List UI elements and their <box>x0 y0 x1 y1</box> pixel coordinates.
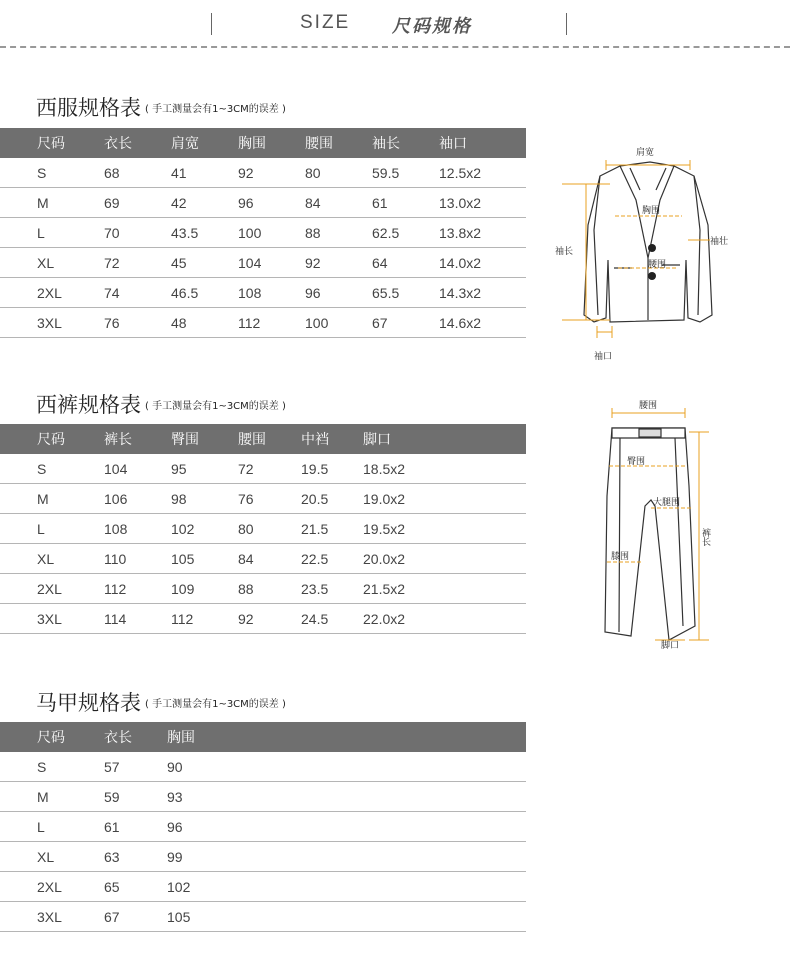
column-header: 袖口 <box>439 128 526 158</box>
column-header: 尺码 <box>0 128 104 158</box>
table-cell: 95 <box>171 454 238 484</box>
jacket-label-bicep: 袖壮 <box>710 237 729 247</box>
table-row <box>0 544 526 574</box>
table-row <box>0 752 526 782</box>
table-cell: 46.5 <box>171 278 238 308</box>
table-cell: 18.5x2 <box>363 454 526 484</box>
table-cell: M <box>0 188 104 218</box>
table-cell: L <box>0 218 104 248</box>
table-cell: 19.0x2 <box>363 484 526 514</box>
column-header: 胸围 <box>167 722 526 752</box>
vest-section-title <box>36 687 286 717</box>
table-cell: 102 <box>167 872 526 902</box>
table-cell: 48 <box>171 308 238 338</box>
table-cell: 76 <box>104 308 171 338</box>
suit-section-title <box>36 92 286 122</box>
pants-label-knee: 膝围 <box>611 552 630 562</box>
suit-size-table <box>0 128 526 338</box>
column-header: 胸围 <box>238 128 305 158</box>
table-cell: 12.5x2 <box>439 158 526 188</box>
table-cell: 19.5 <box>301 454 363 484</box>
table-row <box>0 842 526 872</box>
table-row <box>0 574 526 604</box>
table-cell: 42 <box>171 188 238 218</box>
table-cell: 106 <box>104 484 171 514</box>
table-cell: 65.5 <box>372 278 439 308</box>
table-cell: 76 <box>238 484 301 514</box>
vest-size-table <box>0 722 526 932</box>
table-cell: 20.0x2 <box>363 544 526 574</box>
table-cell: 92 <box>305 248 372 278</box>
table-cell: XL <box>0 248 104 278</box>
table-row <box>0 604 526 634</box>
table-cell: 84 <box>238 544 301 574</box>
table-cell: 70 <box>104 218 171 248</box>
column-header: 裤长 <box>104 424 171 454</box>
table-cell: 2XL <box>0 574 104 604</box>
table-cell: 96 <box>167 812 526 842</box>
table-cell: 21.5 <box>301 514 363 544</box>
pants-label-length: 裤长 <box>700 528 710 546</box>
table-cell: 92 <box>238 604 301 634</box>
table-cell: 61 <box>372 188 439 218</box>
table-row <box>0 902 526 932</box>
column-header: 肩宽 <box>171 128 238 158</box>
table-cell: 45 <box>171 248 238 278</box>
header-title-cn: 尺码规格 <box>392 16 472 37</box>
table-cell: S <box>0 752 104 782</box>
table-cell: 13.8x2 <box>439 218 526 248</box>
column-header: 脚口 <box>363 424 526 454</box>
table-cell: 98 <box>171 484 238 514</box>
pants-label-hem: 脚口 <box>661 641 680 651</box>
jacket-label-sleeve-length: 袖长 <box>555 247 574 257</box>
table-header-row <box>0 128 526 158</box>
table-row <box>0 218 526 248</box>
table-cell: 74 <box>104 278 171 308</box>
table-cell: 43.5 <box>171 218 238 248</box>
table-cell: M <box>0 484 104 514</box>
table-cell: 100 <box>305 308 372 338</box>
table-row <box>0 812 526 842</box>
pants-illustration <box>595 396 725 654</box>
table-row <box>0 782 526 812</box>
table-cell: L <box>0 514 104 544</box>
page-header <box>0 0 790 46</box>
table-cell: 67 <box>104 902 167 932</box>
table-cell: 3XL <box>0 902 104 932</box>
table-cell: 104 <box>104 454 171 484</box>
pants-size-table <box>0 424 526 634</box>
table-row <box>0 248 526 278</box>
table-cell: 2XL <box>0 872 104 902</box>
table-row <box>0 308 526 338</box>
table-cell: 2XL <box>0 278 104 308</box>
jacket-measurement-diagram <box>550 140 740 365</box>
table-cell: XL <box>0 544 104 574</box>
pants-note: ( 手工测量会有1~3CM的误差 ) <box>145 401 286 412</box>
jacket-label-shoulder: 肩宽 <box>636 148 655 158</box>
table-cell: 88 <box>238 574 301 604</box>
column-header: 中裆 <box>301 424 363 454</box>
table-cell: 92 <box>238 158 305 188</box>
table-cell: 105 <box>171 544 238 574</box>
table-cell: 64 <box>372 248 439 278</box>
column-header: 尺码 <box>0 722 104 752</box>
column-header: 腰围 <box>238 424 301 454</box>
pants-measurement-diagram <box>595 396 725 654</box>
table-row <box>0 158 526 188</box>
table-cell: 105 <box>167 902 526 932</box>
table-cell: 3XL <box>0 604 104 634</box>
pants-label-thigh: 大腿围 <box>653 498 681 508</box>
pants-title: 西裤规格表 <box>36 393 141 417</box>
table-cell: 65 <box>104 872 167 902</box>
table-cell: 96 <box>238 188 305 218</box>
table-cell: 100 <box>238 218 305 248</box>
table-cell: 20.5 <box>301 484 363 514</box>
table-cell: XL <box>0 842 104 872</box>
table-cell: 108 <box>104 514 171 544</box>
table-cell: 67 <box>372 308 439 338</box>
table-cell: 13.0x2 <box>439 188 526 218</box>
table-cell: 41 <box>171 158 238 188</box>
jacket-label-waist: 腰围 <box>648 260 667 270</box>
column-header: 袖长 <box>372 128 439 158</box>
pants-label-waist: 腰围 <box>639 401 658 411</box>
table-cell: 104 <box>238 248 305 278</box>
pants-section-title <box>36 389 286 419</box>
table-cell: 21.5x2 <box>363 574 526 604</box>
table-row <box>0 484 526 514</box>
table-cell: 102 <box>171 514 238 544</box>
table-cell: 24.5 <box>301 604 363 634</box>
table-cell: 14.3x2 <box>439 278 526 308</box>
table-cell: S <box>0 158 104 188</box>
table-cell: 110 <box>104 544 171 574</box>
header-divider-right <box>566 13 567 35</box>
jacket-illustration <box>550 140 740 365</box>
header-divider-left <box>211 13 212 35</box>
table-cell: 59 <box>104 782 167 812</box>
table-cell: 99 <box>167 842 526 872</box>
table-cell: 93 <box>167 782 526 812</box>
table-cell: 80 <box>305 158 372 188</box>
table-row <box>0 454 526 484</box>
table-cell: 68 <box>104 158 171 188</box>
column-header: 臀围 <box>171 424 238 454</box>
column-header: 尺码 <box>0 424 104 454</box>
table-cell: 84 <box>305 188 372 218</box>
pants-label-hip: 臀围 <box>627 457 646 467</box>
header-title-en: SIZE <box>300 12 351 33</box>
jacket-label-chest: 胸围 <box>642 206 661 216</box>
table-cell: 59.5 <box>372 158 439 188</box>
table-header-row <box>0 722 526 752</box>
table-cell: 63 <box>104 842 167 872</box>
table-cell: 96 <box>305 278 372 308</box>
vest-title: 马甲规格表 <box>36 691 141 715</box>
table-cell: 69 <box>104 188 171 218</box>
column-header: 衣长 <box>104 128 171 158</box>
table-cell: 23.5 <box>301 574 363 604</box>
table-cell: 112 <box>171 604 238 634</box>
table-cell: 88 <box>305 218 372 248</box>
table-cell: 108 <box>238 278 305 308</box>
table-cell: L <box>0 812 104 842</box>
suit-title: 西服规格表 <box>36 96 141 120</box>
table-row <box>0 514 526 544</box>
vest-note: ( 手工测量会有1~3CM的误差 ) <box>145 699 286 710</box>
table-cell: 90 <box>167 752 526 782</box>
table-cell: 114 <box>104 604 171 634</box>
table-cell: 61 <box>104 812 167 842</box>
table-cell: 22.0x2 <box>363 604 526 634</box>
table-cell: 109 <box>171 574 238 604</box>
table-cell: 112 <box>104 574 171 604</box>
table-cell: 19.5x2 <box>363 514 526 544</box>
table-cell: 57 <box>104 752 167 782</box>
table-cell: 22.5 <box>301 544 363 574</box>
table-cell: M <box>0 782 104 812</box>
table-row <box>0 188 526 218</box>
table-cell: 112 <box>238 308 305 338</box>
column-header: 衣长 <box>104 722 167 752</box>
table-row <box>0 872 526 902</box>
column-header: 腰围 <box>305 128 372 158</box>
table-cell: 80 <box>238 514 301 544</box>
suit-note: ( 手工测量会有1~3CM的误差 ) <box>145 104 286 115</box>
table-cell: 72 <box>238 454 301 484</box>
table-cell: 72 <box>104 248 171 278</box>
table-cell: 14.6x2 <box>439 308 526 338</box>
table-cell: 3XL <box>0 308 104 338</box>
table-header-row <box>0 424 526 454</box>
table-row <box>0 278 526 308</box>
table-cell: S <box>0 454 104 484</box>
jacket-label-cuff: 袖口 <box>594 352 613 362</box>
table-cell: 14.0x2 <box>439 248 526 278</box>
dashed-divider <box>0 46 790 48</box>
table-cell: 62.5 <box>372 218 439 248</box>
